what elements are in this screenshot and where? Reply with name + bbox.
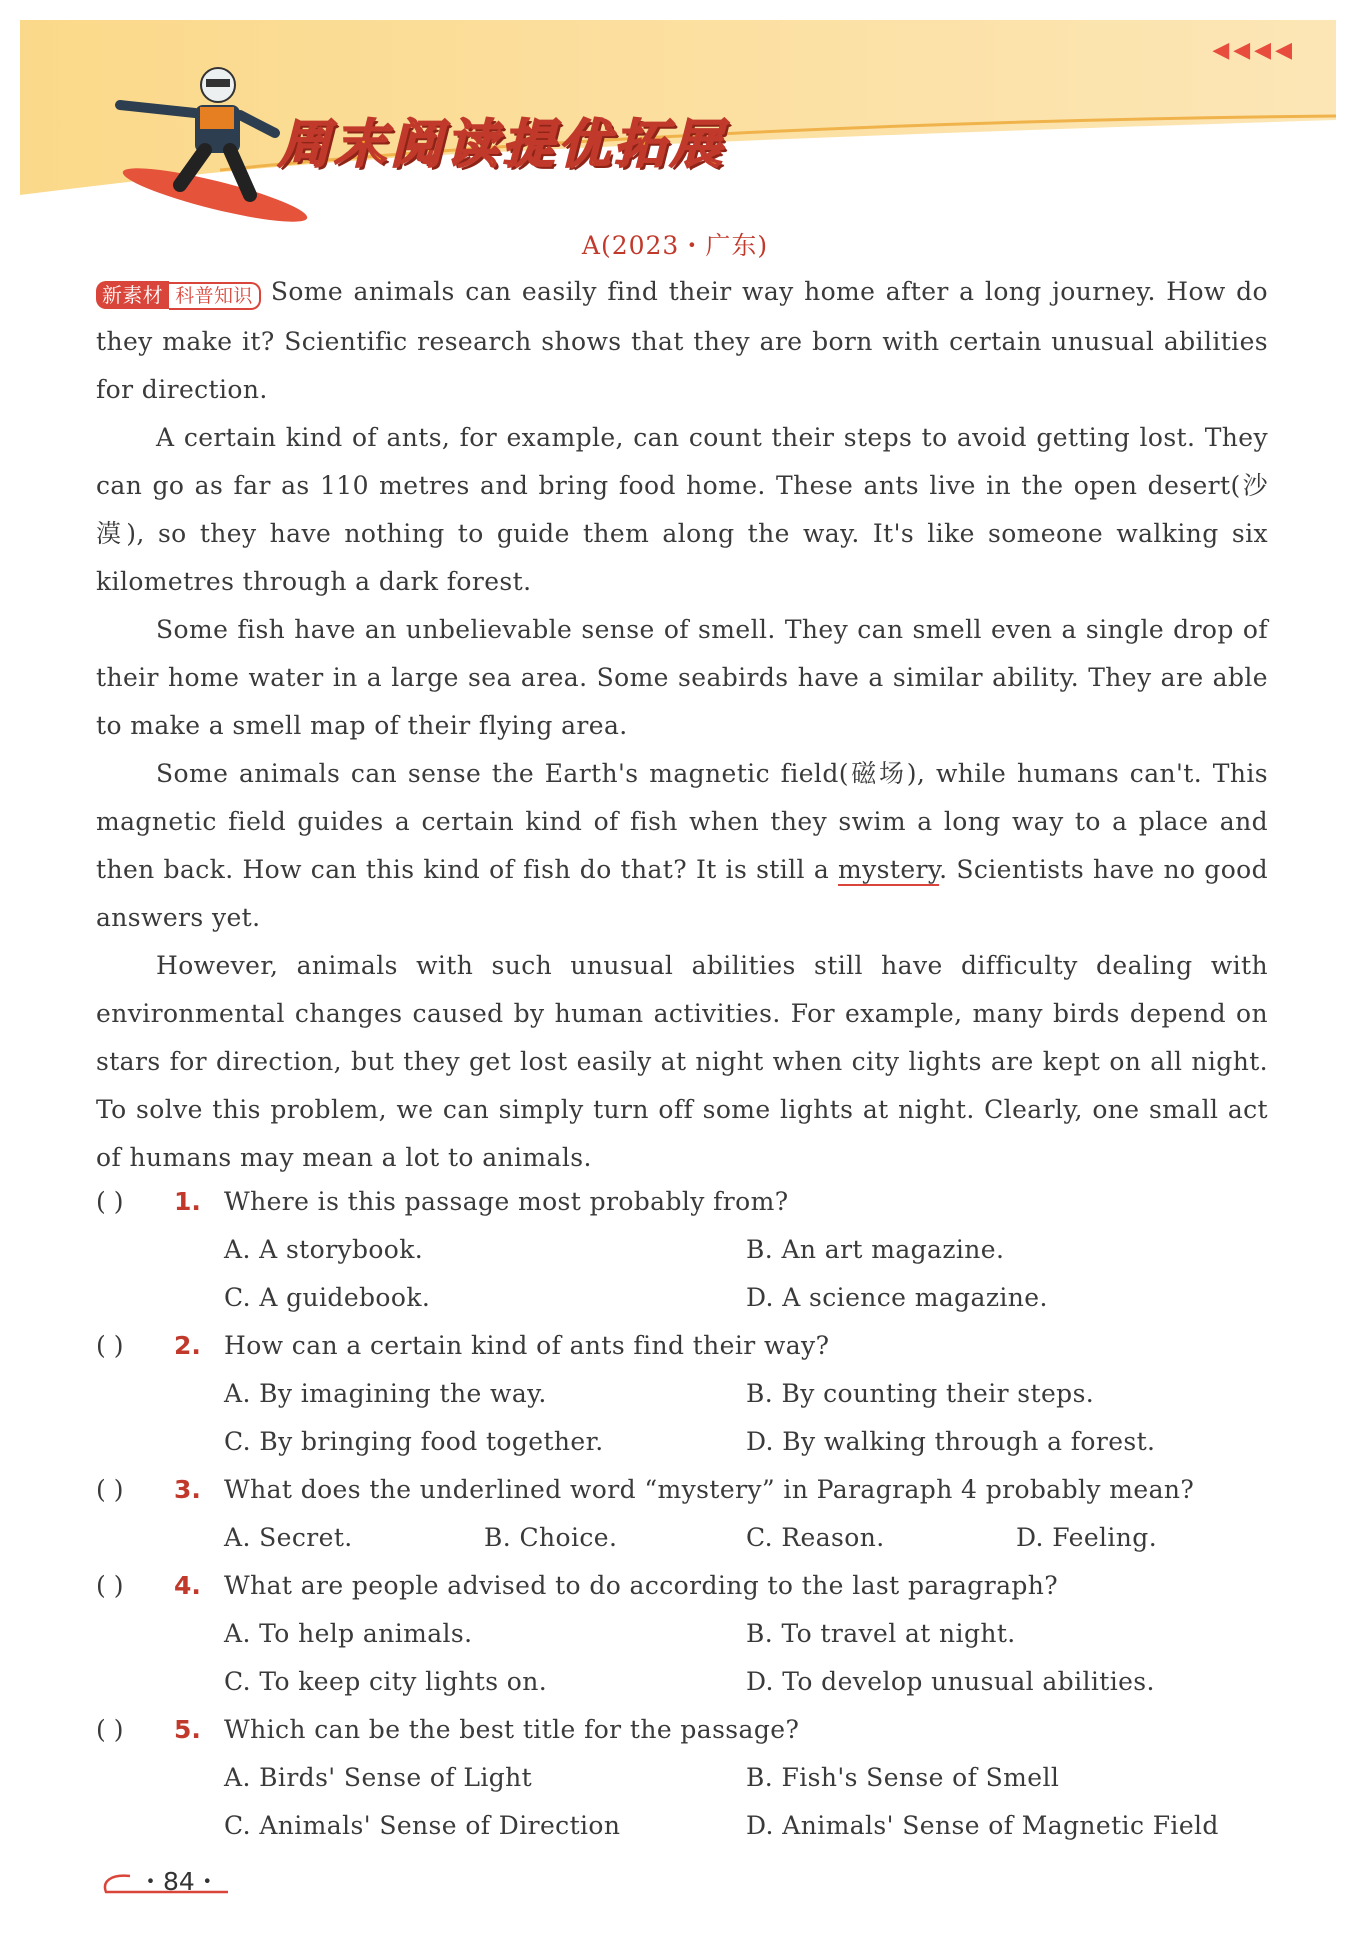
- reading-passage: [96, 268, 1268, 1182]
- question-list: [96, 1178, 1268, 1850]
- question-number: 2.: [174, 1331, 201, 1360]
- option-b[interactable]: B. Fish's Sense of Smell: [746, 1763, 1060, 1792]
- option-d[interactable]: D. Animals' Sense of Magnetic Field: [746, 1811, 1219, 1840]
- question-text: Which can be the best title for the passage?: [224, 1715, 800, 1744]
- option-c[interactable]: C. A guidebook.: [224, 1283, 431, 1312]
- paragraph-4-text-a: Some animals can sense the Earth's magnetic field(磁场), while humans can't. This magnetic field guides a certain kind of fish when they swim a long way to a place and then back. How can this kind of fish do that? It is still a: [96, 758, 1268, 884]
- paragraph-1: [96, 268, 1268, 414]
- option-d[interactable]: D. Feeling.: [1016, 1523, 1158, 1552]
- underlined-word: mystery: [838, 854, 940, 884]
- question-text: What are people advised to do according to the last paragraph?: [224, 1571, 1059, 1600]
- question-5: [96, 1706, 1268, 1754]
- question-text: How can a certain kind of ants find their way?: [224, 1331, 830, 1360]
- option-c[interactable]: C. By bringing food together.: [224, 1427, 604, 1456]
- question-number: 3.: [174, 1475, 201, 1504]
- question-3: [96, 1466, 1268, 1514]
- paragraph-4: [96, 750, 1268, 942]
- badge-new-label: 新素材: [96, 281, 169, 309]
- banner-title: 周末阅读提优拓展: [278, 115, 727, 175]
- option-row: [96, 1610, 1268, 1658]
- answer-blank[interactable]: ( ): [96, 1475, 124, 1504]
- question-4: [96, 1562, 1268, 1610]
- answer-blank[interactable]: ( ): [96, 1331, 124, 1360]
- question-number: 4.: [174, 1571, 201, 1600]
- option-b[interactable]: B. Choice.: [484, 1523, 618, 1552]
- option-a[interactable]: A. A storybook.: [224, 1235, 424, 1264]
- option-a[interactable]: A. Secret.: [224, 1523, 353, 1552]
- option-row: [96, 1658, 1268, 1706]
- option-c[interactable]: C. To keep city lights on.: [224, 1667, 548, 1696]
- option-row: [96, 1370, 1268, 1418]
- answer-blank[interactable]: ( ): [96, 1571, 124, 1600]
- question-2: [96, 1322, 1268, 1370]
- option-row: [96, 1802, 1268, 1850]
- badge-topic-label: 科普知识: [169, 282, 261, 310]
- option-a[interactable]: A. Birds' Sense of Light: [224, 1763, 533, 1792]
- page-number: ・84・: [138, 1867, 220, 1896]
- option-d[interactable]: D. To develop unusual abilities.: [746, 1667, 1155, 1696]
- paragraph-4-text-b: . Scientists have no good answers yet.: [96, 854, 1268, 932]
- page-footer: [100, 1862, 232, 1902]
- question-text: Where is this passage most probably from?: [224, 1187, 789, 1216]
- option-row: [96, 1274, 1268, 1322]
- option-c[interactable]: C. Reason.: [746, 1523, 885, 1552]
- paragraph-2: A certain kind of ants, for example, can count their steps to avoid getting lost. They can go as far as 110 metres and bring food home. These ants live in the open desert(沙漠), so they have nothing to guide them along the way. It's like someone walking six kilometres through a dark forest.: [96, 422, 1268, 596]
- option-b[interactable]: B. By counting their steps.: [746, 1379, 1095, 1408]
- question-text: What does the underlined word “mystery” in Paragraph 4 probably mean?: [224, 1475, 1195, 1504]
- material-badge: [96, 270, 261, 318]
- paragraph-3: Some fish have an unbelievable sense of smell. They can smell even a single drop of their home water in a large sea area. Some seabirds have a similar ability. They are able to make a smell map of their flying area.: [96, 614, 1268, 740]
- question-number: 5.: [174, 1715, 201, 1744]
- option-d[interactable]: D. A science magazine.: [746, 1283, 1048, 1312]
- option-b[interactable]: B. An art magazine.: [746, 1235, 1005, 1264]
- option-d[interactable]: D. By walking through a forest.: [746, 1427, 1156, 1456]
- question-number: 1.: [174, 1187, 201, 1216]
- option-row: [96, 1514, 1268, 1562]
- option-row: [96, 1226, 1268, 1274]
- header-banner: [20, 20, 1336, 210]
- option-a[interactable]: A. To help animals.: [224, 1619, 473, 1648]
- option-row: [96, 1418, 1268, 1466]
- question-1: [96, 1178, 1268, 1226]
- section-heading: A(2023・广东): [581, 231, 769, 260]
- option-c[interactable]: C. Animals' Sense of Direction: [224, 1811, 621, 1840]
- option-row: [96, 1754, 1268, 1802]
- paragraph-5: However, animals with such unusual abilities still have difficulty dealing with environmental changes caused by human activities. For example, many birds depend on stars for direction, but they get lost easily at night when city lights are kept on all night. To solve this problem, we can simply turn off some lights at night. Clearly, one small act of humans may mean a lot to animals.: [96, 950, 1268, 1172]
- decorative-arrows-icon: ◀◀◀◀: [1212, 38, 1296, 63]
- option-b[interactable]: B. To travel at night.: [746, 1619, 1016, 1648]
- answer-blank[interactable]: ( ): [96, 1187, 124, 1216]
- paragraph-1-text: Some animals can easily find their way home after a long journey. How do they make it? Scientific research shows that they are born with certain unusual abilities for direction.: [96, 277, 1268, 404]
- answer-blank[interactable]: ( ): [96, 1715, 124, 1744]
- option-a[interactable]: A. By imagining the way.: [224, 1379, 547, 1408]
